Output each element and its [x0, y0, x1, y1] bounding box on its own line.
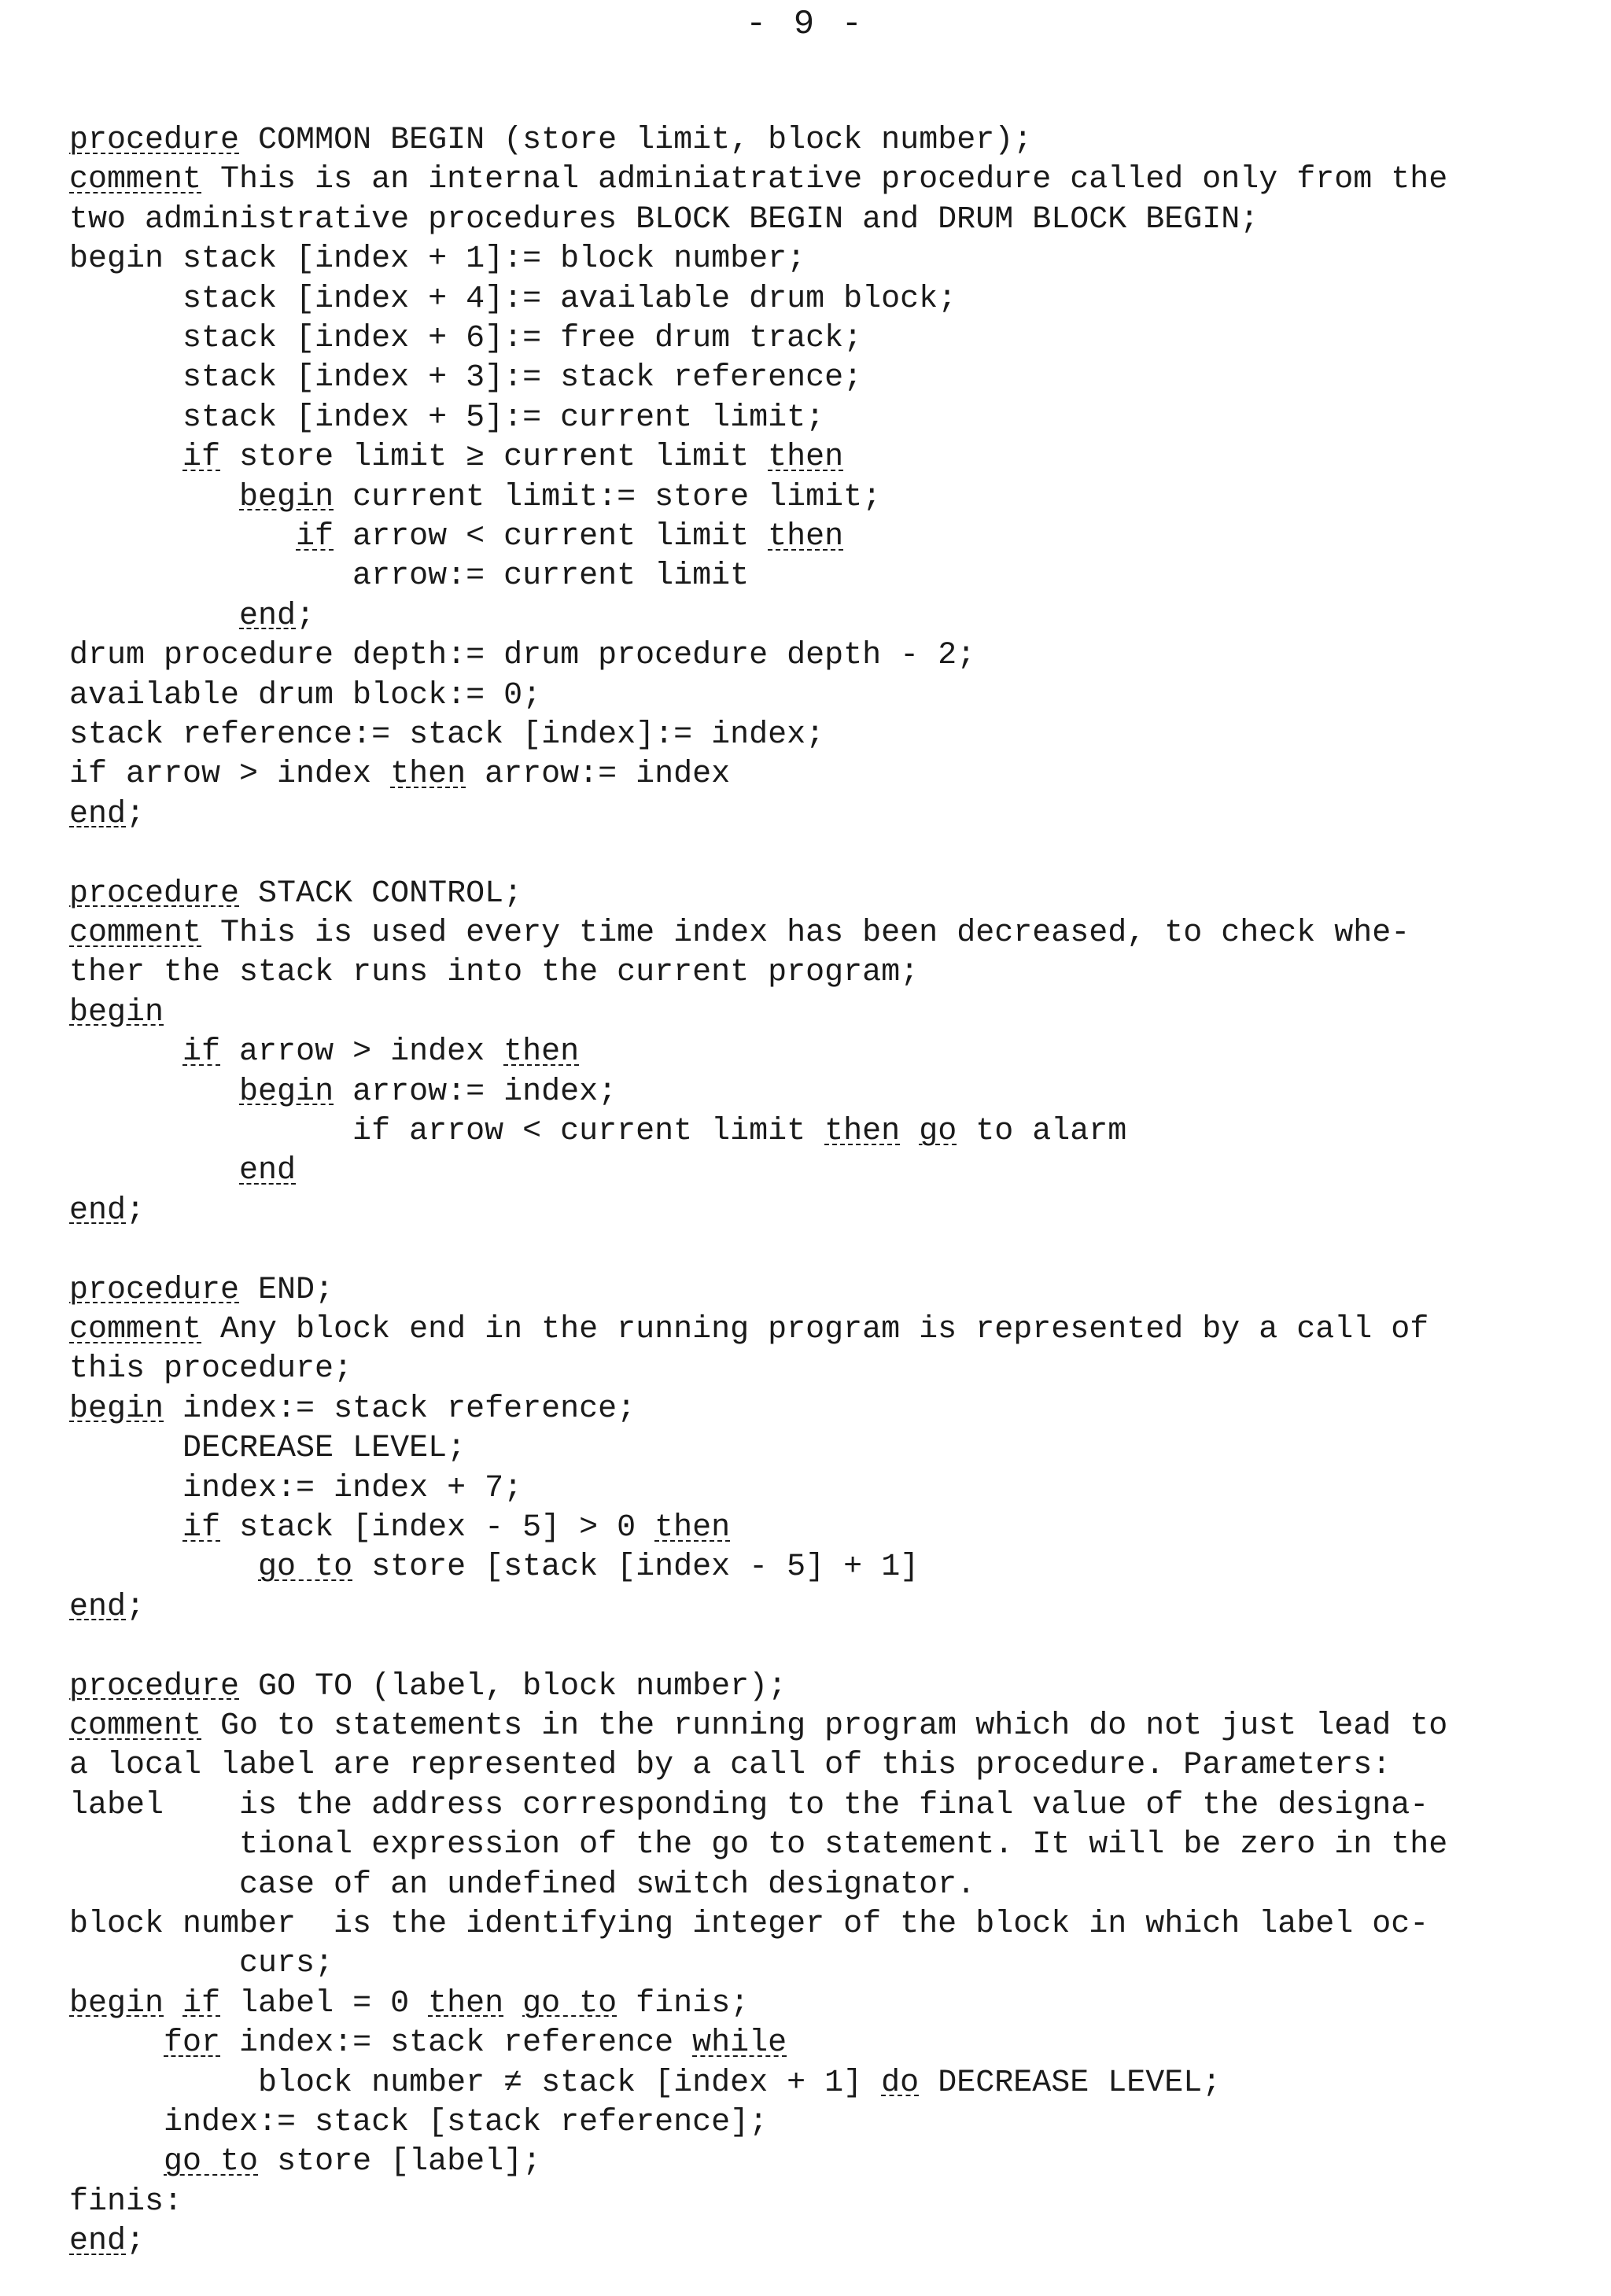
text-segment: STACK CONTROL;: [239, 875, 523, 912]
text-line: [69, 1746, 1391, 1786]
keyword: then: [390, 757, 466, 793]
text-line: [69, 1668, 787, 1707]
text-segment: current limit:= store limit;: [334, 479, 882, 515]
keyword: begin: [69, 1985, 164, 2021]
text-segment: Any block end in the running program is represented by a call of: [201, 1312, 1429, 1347]
text-segment: arrow:= current limit: [69, 558, 750, 595]
keyword: then: [428, 1985, 504, 2021]
keyword: do: [881, 2065, 920, 2101]
text-segment: ther the stack runs into the current program;: [69, 955, 920, 991]
text-segment: block number ≠ stack [index + 1]: [69, 2065, 882, 2101]
text-segment: This is an internal adminiatrative procedure called only from the: [201, 162, 1448, 198]
keyword: if: [182, 1510, 221, 1546]
keyword: procedure: [69, 1668, 240, 1704]
text-line: [69, 478, 881, 518]
text-line: [69, 755, 730, 794]
text-segment: drum procedure depth:= drum procedure depth - 2;: [69, 638, 976, 674]
text-segment: [503, 1986, 522, 2021]
text-line: [69, 1310, 1429, 1350]
text-line: [69, 2183, 182, 2222]
text-line: [69, 1112, 1126, 1152]
text-segment: stack [index + 5]:= current limit;: [69, 400, 825, 436]
text-segment: to alarm: [957, 1114, 1127, 1149]
text-segment: ;: [126, 1192, 146, 1229]
text-segment: [69, 1074, 239, 1110]
text-line: [69, 121, 1032, 160]
keyword: procedure: [69, 875, 240, 912]
text-line: [69, 1033, 579, 1072]
text-segment: This is used every time index has been decreased, to check whe-: [201, 916, 1410, 951]
keyword: end: [69, 796, 127, 832]
text-segment: curs;: [69, 1946, 334, 1982]
text-line: [69, 2064, 1221, 2103]
text-segment: store [stack [index - 5] + 1]: [352, 1550, 920, 1586]
keyword: go to: [258, 1550, 353, 1586]
text-segment: finis;: [617, 1985, 750, 2021]
keyword: go to: [164, 2144, 259, 2180]
text-segment: label = 0: [220, 1985, 429, 2021]
text-line: [69, 1152, 296, 1191]
keyword: while: [692, 2025, 787, 2062]
text-segment: [69, 1034, 182, 1070]
text-segment: block number is the identifying integer of the block in which label oc-: [69, 1907, 1429, 1942]
text-segment: [164, 1986, 182, 2021]
text-segment: arrow > index: [220, 1034, 504, 1071]
text-line: [69, 993, 164, 1033]
text-line: [69, 597, 315, 636]
text-segment: label is the address corresponding to the final value of the designa-: [69, 1787, 1429, 1823]
text-line: [69, 636, 975, 676]
text-line: [69, 438, 843, 477]
text-line: [69, 1944, 334, 1984]
text-segment: ;: [126, 796, 146, 832]
text-segment: index:= stack [stack reference];: [69, 2105, 769, 2140]
text-line: [69, 875, 522, 914]
text-line: [69, 716, 824, 755]
text-line: [69, 2222, 145, 2261]
keyword: end: [239, 1153, 297, 1189]
keyword: end: [239, 598, 297, 634]
keyword: begin: [239, 479, 334, 515]
keyword: begin: [239, 1074, 334, 1110]
text-line: [69, 1985, 749, 2024]
text-segment: arrow < current limit: [334, 519, 769, 555]
text-line: [69, 2103, 768, 2143]
text-segment: finis:: [69, 2184, 183, 2220]
text-segment: stack reference:= stack [index]:= index;: [69, 717, 825, 753]
text-line: [69, 240, 806, 279]
text-segment: if arrow < current limit: [69, 1114, 825, 1149]
text-segment: tional expression of the go to statement. It will be zero in the: [69, 1827, 1448, 1863]
text-line: [69, 557, 749, 596]
text-line: [69, 359, 862, 398]
text-segment: stack [index + 3]:= stack reference;: [69, 360, 863, 396]
text-line: [69, 1469, 522, 1509]
keyword: go to: [522, 1985, 617, 2021]
text-line: [69, 399, 824, 438]
text-segment: store [label];: [258, 2144, 542, 2180]
text-line: [69, 2024, 787, 2063]
text-segment: [69, 480, 239, 515]
keyword: begin: [69, 1391, 164, 1427]
keyword: if: [296, 519, 334, 555]
text-segment: a local label are represented by a call of this procedure. Parameters:: [69, 1748, 1392, 1784]
text-line: [69, 1548, 919, 1587]
text-segment: [69, 2144, 164, 2180]
text-line: [69, 914, 1410, 953]
text-segment: stack [index - 5] > 0: [220, 1510, 655, 1546]
keyword: then: [503, 1034, 580, 1071]
text-line: [69, 1707, 1447, 1746]
text-line: [69, 319, 862, 359]
text-segment: ;: [126, 2224, 146, 2260]
keyword: if: [182, 1034, 221, 1071]
text-segment: [69, 440, 182, 475]
text-line: [69, 1826, 1447, 1865]
text-segment: [69, 1550, 258, 1585]
text-segment: GO TO (label, block number);: [239, 1668, 787, 1704]
text-segment: DECREASE LEVEL;: [69, 1431, 466, 1467]
text-line: [69, 1350, 352, 1389]
text-line: [69, 1509, 730, 1548]
keyword: if: [182, 1985, 221, 2021]
text-segment: arrow:= index;: [334, 1074, 617, 1110]
text-line: [69, 160, 1447, 200]
text-line: [69, 1429, 466, 1469]
text-segment: [900, 1114, 919, 1149]
text-segment: index:= index + 7;: [69, 1470, 523, 1506]
text-segment: begin stack [index + 1]:= block number;: [69, 241, 806, 278]
text-line: [69, 953, 919, 993]
text-line: [69, 1390, 636, 1429]
text-line: [69, 1588, 145, 1627]
keyword: comment: [69, 162, 202, 198]
text-segment: index:= stack reference: [220, 2025, 693, 2062]
text-line: [69, 280, 957, 319]
keyword: comment: [69, 1708, 202, 1744]
keyword: if: [182, 440, 221, 476]
text-segment: two administrative procedures BLOCK BEGIN and DRUM BLOCK BEGIN;: [69, 201, 1259, 238]
text-line: [69, 518, 843, 557]
keyword: end: [69, 1589, 127, 1625]
keyword: end: [69, 1192, 127, 1229]
keyword: begin: [69, 994, 164, 1030]
text-segment: ;: [126, 1589, 146, 1625]
text-segment: [69, 2025, 164, 2061]
text-segment: index:= stack reference;: [164, 1391, 636, 1427]
keyword: go: [919, 1114, 957, 1149]
text-line: [69, 1905, 1429, 1944]
keyword: then: [768, 519, 844, 555]
text-segment: [69, 1510, 182, 1546]
text-segment: store limit ≥ current limit: [220, 440, 769, 476]
page-number: - 9 -: [745, 5, 866, 44]
text-line: [69, 1866, 975, 1905]
text-line: [69, 676, 541, 716]
keyword: for: [164, 2025, 221, 2062]
text-line: [69, 1271, 334, 1310]
keyword: then: [824, 1114, 901, 1149]
keyword: comment: [69, 1312, 202, 1347]
text-segment: if arrow > index: [69, 757, 391, 793]
text-line: [69, 1786, 1429, 1826]
text-segment: [69, 599, 239, 634]
text-segment: COMMON BEGIN (store limit, block number);: [239, 123, 1033, 158]
text-segment: this procedure;: [69, 1351, 353, 1388]
text-segment: [69, 1153, 239, 1189]
keyword: then: [654, 1510, 731, 1546]
text-segment: ;: [296, 598, 315, 634]
text-line: [69, 2143, 541, 2182]
text-line: [69, 795, 145, 835]
text-segment: stack [index + 6]:= free drum track;: [69, 321, 863, 356]
keyword: comment: [69, 916, 202, 951]
keyword: procedure: [69, 1272, 240, 1308]
text-line: [69, 1192, 145, 1231]
text-segment: [69, 519, 296, 555]
text-line: [69, 1073, 617, 1112]
text-segment: DECREASE LEVEL;: [919, 2065, 1222, 2101]
text-segment: available drum block:= 0;: [69, 677, 542, 713]
text-line: [69, 201, 1259, 240]
keyword: procedure: [69, 123, 240, 158]
text-segment: stack [index + 4]:= available drum block;: [69, 281, 957, 317]
text-segment: END;: [239, 1272, 334, 1308]
keyword: then: [768, 440, 844, 476]
text-segment: case of an undefined switch designator.: [69, 1867, 976, 1903]
text-segment: Go to statements in the running program which do not just lead to: [201, 1708, 1448, 1744]
keyword: end: [69, 2224, 127, 2260]
text-segment: arrow:= index: [466, 757, 731, 793]
